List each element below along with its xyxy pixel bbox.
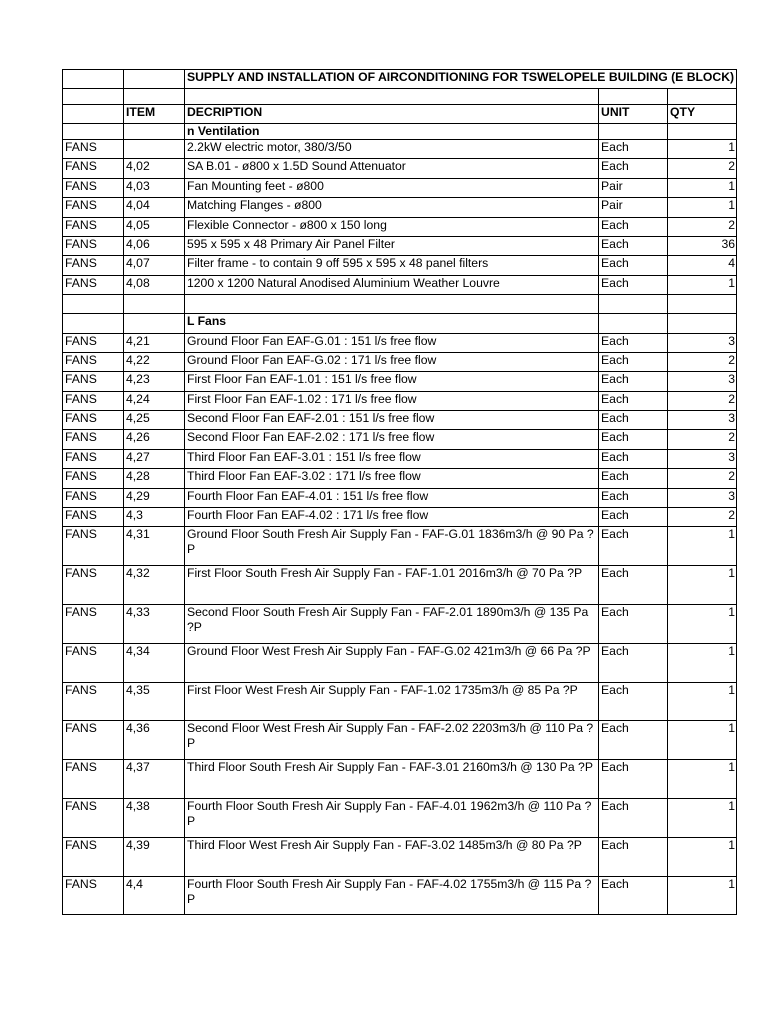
qty-cell[interactable]: 3 xyxy=(668,449,737,468)
category-cell[interactable]: FANS xyxy=(63,275,124,294)
item-cell[interactable]: 4,21 xyxy=(124,333,185,352)
unit-cell[interactable]: Each xyxy=(599,566,668,605)
item-cell[interactable]: 4,34 xyxy=(124,643,185,682)
qty-cell[interactable]: 1 xyxy=(668,566,737,605)
qty-cell[interactable]: 3 xyxy=(668,488,737,507)
table-row xyxy=(63,256,737,275)
cell[interactable] xyxy=(63,124,124,140)
unit-cell[interactable]: Each xyxy=(599,236,668,255)
header-row xyxy=(63,105,737,124)
cell[interactable] xyxy=(668,314,737,333)
item-cell[interactable]: 4,22 xyxy=(124,352,185,371)
cell[interactable] xyxy=(63,314,124,333)
table-row xyxy=(63,837,737,876)
qty-cell[interactable]: 1 xyxy=(668,799,737,838)
item-cell[interactable]: 4,39 xyxy=(124,837,185,876)
description-cell[interactable]: Second Floor West Fresh Air Supply Fan - FAF-2.02 2203m3/h @ 110 Pa ?P xyxy=(185,721,599,760)
cell[interactable] xyxy=(124,89,185,105)
item-cell[interactable]: 4,05 xyxy=(124,217,185,236)
item-cell[interactable]: 4,24 xyxy=(124,391,185,410)
cell[interactable] xyxy=(599,124,668,140)
qty-cell[interactable]: 2 xyxy=(668,391,737,410)
unit-cell[interactable]: Each xyxy=(599,256,668,275)
item-cell[interactable]: 4,31 xyxy=(124,527,185,566)
qty-cell[interactable]: 3 xyxy=(668,411,737,430)
category-cell[interactable]: FANS xyxy=(63,217,124,236)
qty-cell[interactable]: 36 xyxy=(668,236,737,255)
qty-cell[interactable]: 3 xyxy=(668,372,737,391)
item-cell[interactable]: 4,38 xyxy=(124,799,185,838)
qty-cell[interactable]: 1 xyxy=(668,643,737,682)
cell[interactable] xyxy=(599,89,668,105)
category-cell[interactable]: FANS xyxy=(63,159,124,178)
unit-cell[interactable]: Each xyxy=(599,275,668,294)
item-cell[interactable]: 4,25 xyxy=(124,411,185,430)
qty-cell[interactable]: 1 xyxy=(668,837,737,876)
description-cell[interactable]: Second Floor Fan EAF-2.01 : 151 l/s free flow xyxy=(185,411,599,430)
table-row xyxy=(63,411,737,430)
category-cell[interactable]: FANS xyxy=(63,876,124,915)
description-cell[interactable]: Second Floor South Fresh Air Supply Fan - FAF-2.01 1890m3/h @ 135 Pa ?P xyxy=(185,605,599,644)
description-cell[interactable]: Third Floor South Fresh Air Supply Fan - FAF-3.01 2160m3/h @ 130 Pa ?P xyxy=(185,760,599,799)
qty-cell[interactable]: 1 xyxy=(668,140,737,159)
unit-cell[interactable]: Pair xyxy=(599,178,668,197)
title-row xyxy=(63,70,737,89)
category-cell[interactable]: FANS xyxy=(63,682,124,721)
item-cell[interactable] xyxy=(124,140,185,159)
cell[interactable] xyxy=(668,295,737,314)
category-cell[interactable]: FANS xyxy=(63,566,124,605)
category-cell[interactable]: FANS xyxy=(63,372,124,391)
header-qty[interactable]: QTY xyxy=(668,105,737,124)
description-cell[interactable]: Ground Floor South Fresh Air Supply Fan - FAF-G.01 1836m3/h @ 90 Pa ?P xyxy=(185,527,599,566)
cell[interactable] xyxy=(63,105,124,124)
cell[interactable] xyxy=(599,295,668,314)
section-row xyxy=(63,314,737,333)
unit-cell[interactable]: Each xyxy=(599,372,668,391)
description-cell[interactable]: Fourth Floor South Fresh Air Supply Fan - FAF-4.01 1962m3/h @ 110 Pa ?P xyxy=(185,799,599,838)
category-cell[interactable]: FANS xyxy=(63,760,124,799)
qty-cell[interactable]: 1 xyxy=(668,527,737,566)
unit-cell[interactable]: Each xyxy=(599,508,668,527)
description-cell[interactable]: 595 x 595 x 48 Primary Air Panel Filter xyxy=(185,236,599,255)
qty-cell[interactable]: 1 xyxy=(668,275,737,294)
item-cell[interactable]: 4,04 xyxy=(124,198,185,217)
description-cell[interactable]: Flexible Connector - ø800 x 150 long xyxy=(185,217,599,236)
category-cell[interactable]: FANS xyxy=(63,449,124,468)
unit-cell[interactable]: Each xyxy=(599,488,668,507)
description-cell[interactable]: First Floor South Fresh Air Supply Fan - FAF-1.01 2016m3/h @ 70 Pa ?P xyxy=(185,566,599,605)
table-row xyxy=(63,566,737,605)
table-row xyxy=(63,178,737,197)
unit-cell[interactable]: Each xyxy=(599,799,668,838)
table-row xyxy=(63,876,737,915)
description-cell[interactable]: Third Floor Fan EAF-3.02 : 171 l/s free flow xyxy=(185,469,599,488)
category-cell[interactable]: FANS xyxy=(63,178,124,197)
description-cell[interactable]: Ground Floor Fan EAF-G.02 : 171 l/s free flow xyxy=(185,352,599,371)
description-cell[interactable]: 1200 x 1200 Natural Anodised Aluminium Weather Louvre xyxy=(185,275,599,294)
table-row xyxy=(63,682,737,721)
description-cell[interactable]: Fan Mounting feet - ø800 xyxy=(185,178,599,197)
table-row xyxy=(63,488,737,507)
qty-cell[interactable]: 1 xyxy=(668,721,737,760)
item-cell[interactable]: 4,4 xyxy=(124,876,185,915)
category-cell[interactable]: FANS xyxy=(63,140,124,159)
description-cell[interactable]: 2.2kW electric motor, 380/3/50 xyxy=(185,140,599,159)
category-cell[interactable]: FANS xyxy=(63,411,124,430)
description-cell[interactable]: Ground Floor Fan EAF-G.01 : 151 l/s free flow xyxy=(185,333,599,352)
item-cell[interactable]: 4,29 xyxy=(124,488,185,507)
table-row xyxy=(63,721,737,760)
qty-cell[interactable]: 1 xyxy=(668,198,737,217)
unit-cell[interactable]: Each xyxy=(599,140,668,159)
category-cell[interactable]: FANS xyxy=(63,643,124,682)
description-cell[interactable]: SA B.01 - ø800 x 1.5D Sound Attenuator xyxy=(185,159,599,178)
qty-cell[interactable]: 1 xyxy=(668,876,737,915)
section-heading[interactable]: L Fans xyxy=(185,314,599,333)
section-heading[interactable]: n Ventilation xyxy=(185,124,599,140)
section-row xyxy=(63,124,737,140)
item-cell[interactable]: 4,33 xyxy=(124,605,185,644)
item-cell[interactable]: 4,32 xyxy=(124,566,185,605)
item-cell[interactable]: 4,23 xyxy=(124,372,185,391)
item-cell[interactable]: 4,08 xyxy=(124,275,185,294)
qty-cell[interactable]: 4 xyxy=(668,256,737,275)
category-cell[interactable]: FANS xyxy=(63,721,124,760)
table-row xyxy=(63,449,737,468)
header-item[interactable]: ITEM xyxy=(124,105,185,124)
cell[interactable] xyxy=(124,314,185,333)
cell[interactable] xyxy=(124,124,185,140)
table-row xyxy=(63,159,737,178)
item-cell[interactable]: 4,26 xyxy=(124,430,185,449)
item-cell[interactable]: 4,02 xyxy=(124,159,185,178)
unit-cell[interactable]: Each xyxy=(599,837,668,876)
table-row xyxy=(63,605,737,644)
unit-cell[interactable]: Pair xyxy=(599,198,668,217)
empty-row xyxy=(63,295,737,314)
qty-cell[interactable]: 1 xyxy=(668,178,737,197)
description-cell[interactable]: First Floor Fan EAF-1.02 : 171 l/s free flow xyxy=(185,391,599,410)
category-cell[interactable]: FANS xyxy=(63,527,124,566)
table-row xyxy=(63,372,737,391)
unit-cell[interactable]: Each xyxy=(599,876,668,915)
category-cell[interactable]: FANS xyxy=(63,430,124,449)
item-cell[interactable]: 4,28 xyxy=(124,469,185,488)
category-cell[interactable]: FANS xyxy=(63,352,124,371)
unit-cell[interactable]: Each xyxy=(599,217,668,236)
spreadsheet-table xyxy=(62,69,737,915)
table-row xyxy=(63,275,737,294)
qty-cell[interactable]: 2 xyxy=(668,430,737,449)
cell[interactable] xyxy=(124,70,185,89)
qty-cell[interactable]: 2 xyxy=(668,217,737,236)
cell[interactable] xyxy=(63,70,124,89)
table-row xyxy=(63,198,737,217)
category-cell[interactable]: FANS xyxy=(63,333,124,352)
cell[interactable] xyxy=(63,89,124,105)
description-cell[interactable]: Fourth Floor Fan EAF-4.02 : 171 l/s free flow xyxy=(185,508,599,527)
table-row xyxy=(63,469,737,488)
table-row xyxy=(63,391,737,410)
item-cell[interactable]: 4,3 xyxy=(124,508,185,527)
unit-cell[interactable]: Each xyxy=(599,721,668,760)
table-row xyxy=(63,527,737,566)
category-cell[interactable]: FANS xyxy=(63,799,124,838)
qty-cell[interactable]: 2 xyxy=(668,352,737,371)
unit-cell[interactable]: Each xyxy=(599,333,668,352)
description-cell[interactable]: Filter frame - to contain 9 off 595 x 595 x 48 panel filters xyxy=(185,256,599,275)
unit-cell[interactable]: Each xyxy=(599,352,668,371)
category-cell[interactable]: FANS xyxy=(63,469,124,488)
qty-cell[interactable]: 2 xyxy=(668,159,737,178)
item-cell[interactable]: 4,07 xyxy=(124,256,185,275)
cell[interactable] xyxy=(185,89,599,105)
table-row xyxy=(63,643,737,682)
unit-cell[interactable]: Each xyxy=(599,682,668,721)
cell[interactable] xyxy=(124,295,185,314)
cell[interactable] xyxy=(185,295,599,314)
unit-cell[interactable]: Each xyxy=(599,760,668,799)
unit-cell[interactable]: Each xyxy=(599,643,668,682)
qty-cell[interactable]: 1 xyxy=(668,682,737,721)
category-cell[interactable]: FANS xyxy=(63,508,124,527)
qty-cell[interactable]: 1 xyxy=(668,760,737,799)
table-title[interactable]: SUPPLY AND INSTALLATION OF AIRCONDITIONING FOR TSWELOPELE BUILDING (E BLOCK) xyxy=(185,70,737,89)
description-cell[interactable]: Ground Floor West Fresh Air Supply Fan - FAF-G.02 421m3/h @ 66 Pa ?P xyxy=(185,643,599,682)
item-cell[interactable]: 4,36 xyxy=(124,721,185,760)
description-cell[interactable]: Matching Flanges - ø800 xyxy=(185,198,599,217)
cell[interactable] xyxy=(599,314,668,333)
table-row xyxy=(63,760,737,799)
unit-cell[interactable]: Each xyxy=(599,469,668,488)
table-row xyxy=(63,799,737,838)
item-cell[interactable]: 4,06 xyxy=(124,236,185,255)
unit-cell[interactable]: Each xyxy=(599,449,668,468)
header-description[interactable]: DECRIPTION xyxy=(185,105,599,124)
item-cell[interactable]: 4,35 xyxy=(124,682,185,721)
table-row xyxy=(63,140,737,159)
unit-cell[interactable]: Each xyxy=(599,411,668,430)
item-cell[interactable]: 4,27 xyxy=(124,449,185,468)
category-cell[interactable]: FANS xyxy=(63,236,124,255)
description-cell[interactable]: Second Floor Fan EAF-2.02 : 171 l/s free flow xyxy=(185,430,599,449)
qty-cell[interactable]: 2 xyxy=(668,469,737,488)
qty-cell[interactable]: 1 xyxy=(668,605,737,644)
category-cell[interactable]: FANS xyxy=(63,256,124,275)
cell[interactable] xyxy=(668,89,737,105)
unit-cell[interactable]: Each xyxy=(599,430,668,449)
unit-cell[interactable]: Each xyxy=(599,605,668,644)
category-cell[interactable]: FANS xyxy=(63,198,124,217)
description-cell[interactable]: Third Floor West Fresh Air Supply Fan - FAF-3.02 1485m3/h @ 80 Pa ?P xyxy=(185,837,599,876)
qty-cell[interactable]: 2 xyxy=(668,508,737,527)
table-row xyxy=(63,333,737,352)
unit-cell[interactable]: Each xyxy=(599,159,668,178)
item-cell[interactable]: 4,37 xyxy=(124,760,185,799)
table-row xyxy=(63,430,737,449)
category-cell[interactable]: FANS xyxy=(63,837,124,876)
empty-row xyxy=(63,89,737,105)
table-row xyxy=(63,236,737,255)
table-row xyxy=(63,508,737,527)
table-row xyxy=(63,352,737,371)
qty-cell[interactable]: 3 xyxy=(668,333,737,352)
description-cell[interactable]: First Floor West Fresh Air Supply Fan - FAF-1.02 1735m3/h @ 85 Pa ?P xyxy=(185,682,599,721)
item-cell[interactable]: 4,03 xyxy=(124,178,185,197)
cell[interactable] xyxy=(63,295,124,314)
category-cell[interactable]: FANS xyxy=(63,488,124,507)
table-row xyxy=(63,217,737,236)
description-cell[interactable]: First Floor Fan EAF-1.01 : 151 l/s free flow xyxy=(185,372,599,391)
category-cell[interactable]: FANS xyxy=(63,391,124,410)
category-cell[interactable]: FANS xyxy=(63,605,124,644)
cell[interactable] xyxy=(668,124,737,140)
header-unit[interactable]: UNIT xyxy=(599,105,668,124)
unit-cell[interactable]: Each xyxy=(599,391,668,410)
description-cell[interactable]: Fourth Floor Fan EAF-4.01 : 151 l/s free flow xyxy=(185,488,599,507)
unit-cell[interactable]: Each xyxy=(599,527,668,566)
description-cell[interactable]: Third Floor Fan EAF-3.01 : 151 l/s free flow xyxy=(185,449,599,468)
description-cell[interactable]: Fourth Floor South Fresh Air Supply Fan - FAF-4.02 1755m3/h @ 115 Pa ?P xyxy=(185,876,599,915)
